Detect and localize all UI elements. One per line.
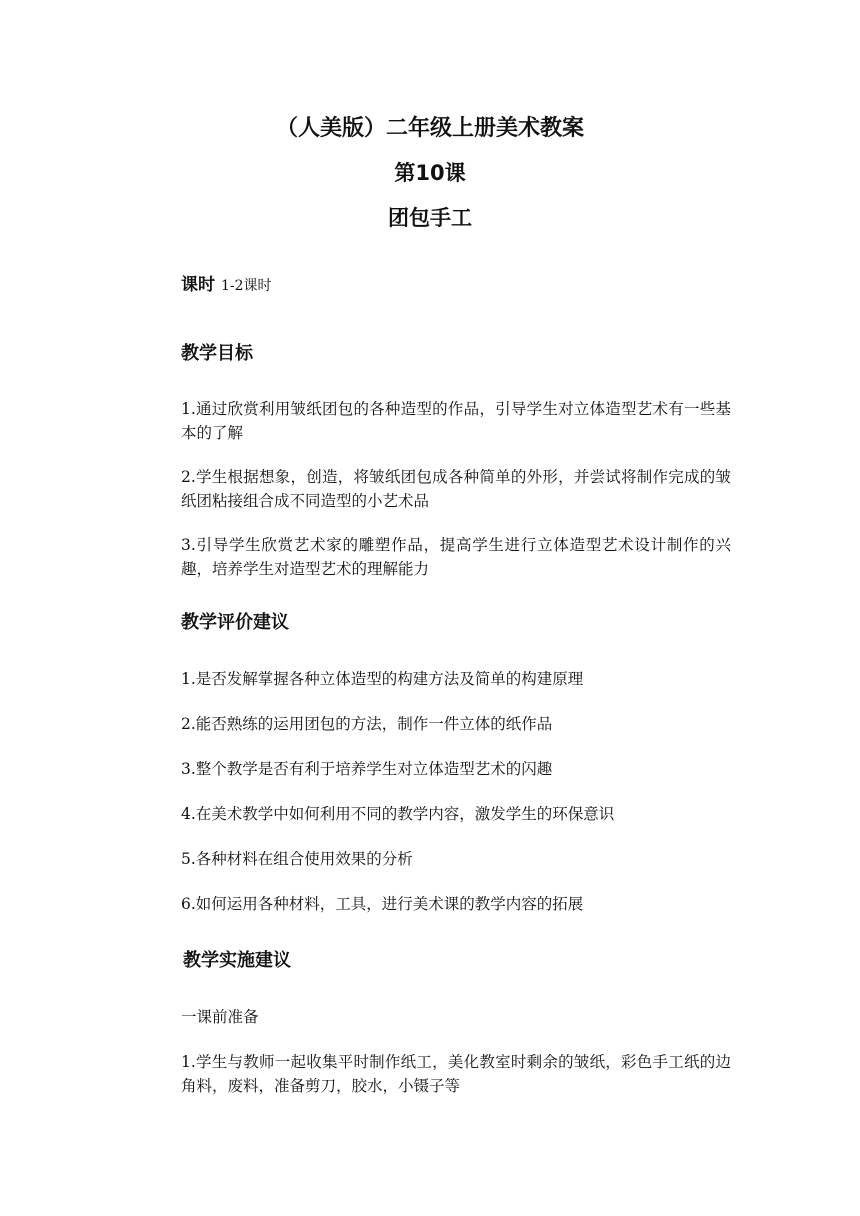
objective-item-1: 1.通过欣赏利用皱纸团包的各种造型的作品，引导学生对立体造型艺术有一些基本的了解	[181, 400, 731, 442]
lesson-number: 第10课	[394, 161, 466, 185]
evaluation-item-2: 2.能否熟练的运用团包的方法，制作一件立体的纸作品	[181, 715, 553, 733]
implementation-subheading: 一课前准备	[181, 1008, 259, 1026]
evaluation-item-4: 4.在美术教学中如何利用不同的教学内容，激发学生的环保意识	[181, 805, 615, 823]
objective-item-2: 2.学生根据想象，创造，将皱纸团包成各种简单的外形，并尝试将制作完成的皱纸团粘接组合成不同造型的小艺术品	[181, 468, 731, 510]
class-hours	[181, 273, 272, 298]
class-hours-value: 1-2课时	[221, 278, 272, 294]
evaluation-heading: 教学评价建议	[181, 612, 289, 633]
evaluation-item-1: 1.是否发解掌握各种立体造型的构建方法及简单的构建原理	[181, 670, 584, 688]
lesson-name: 团包手工	[388, 206, 472, 230]
class-hours-label: 课时	[181, 275, 215, 295]
evaluation-item-5: 5.各种材料在组合使用效果的分析	[181, 850, 413, 868]
implementation-item-1: 1.学生与教师一起收集平时制作纸工，美化教室时剩余的皱纸，彩色手工纸的边角料，废料，准备剪刀，胶水，小镊子等	[181, 1053, 731, 1095]
evaluation-item-6: 6.如何运用各种材料，工具，进行美术课的教学内容的拓展	[181, 895, 584, 913]
objective-item-3: 3.引导学生欣赏艺术家的雕塑作品，提高学生进行立体造型艺术设计制作的兴趣，培养学生对造型艺术的理解能力	[181, 536, 731, 578]
objectives-heading: 教学目标	[181, 343, 253, 364]
evaluation-item-3: 3.整个教学是否有利于培养学生对立体造型艺术的闪趣	[181, 760, 553, 778]
implementation-heading: 教学实施建议	[183, 950, 291, 971]
document-title: （人美版）二年级上册美术教案	[275, 116, 584, 141]
